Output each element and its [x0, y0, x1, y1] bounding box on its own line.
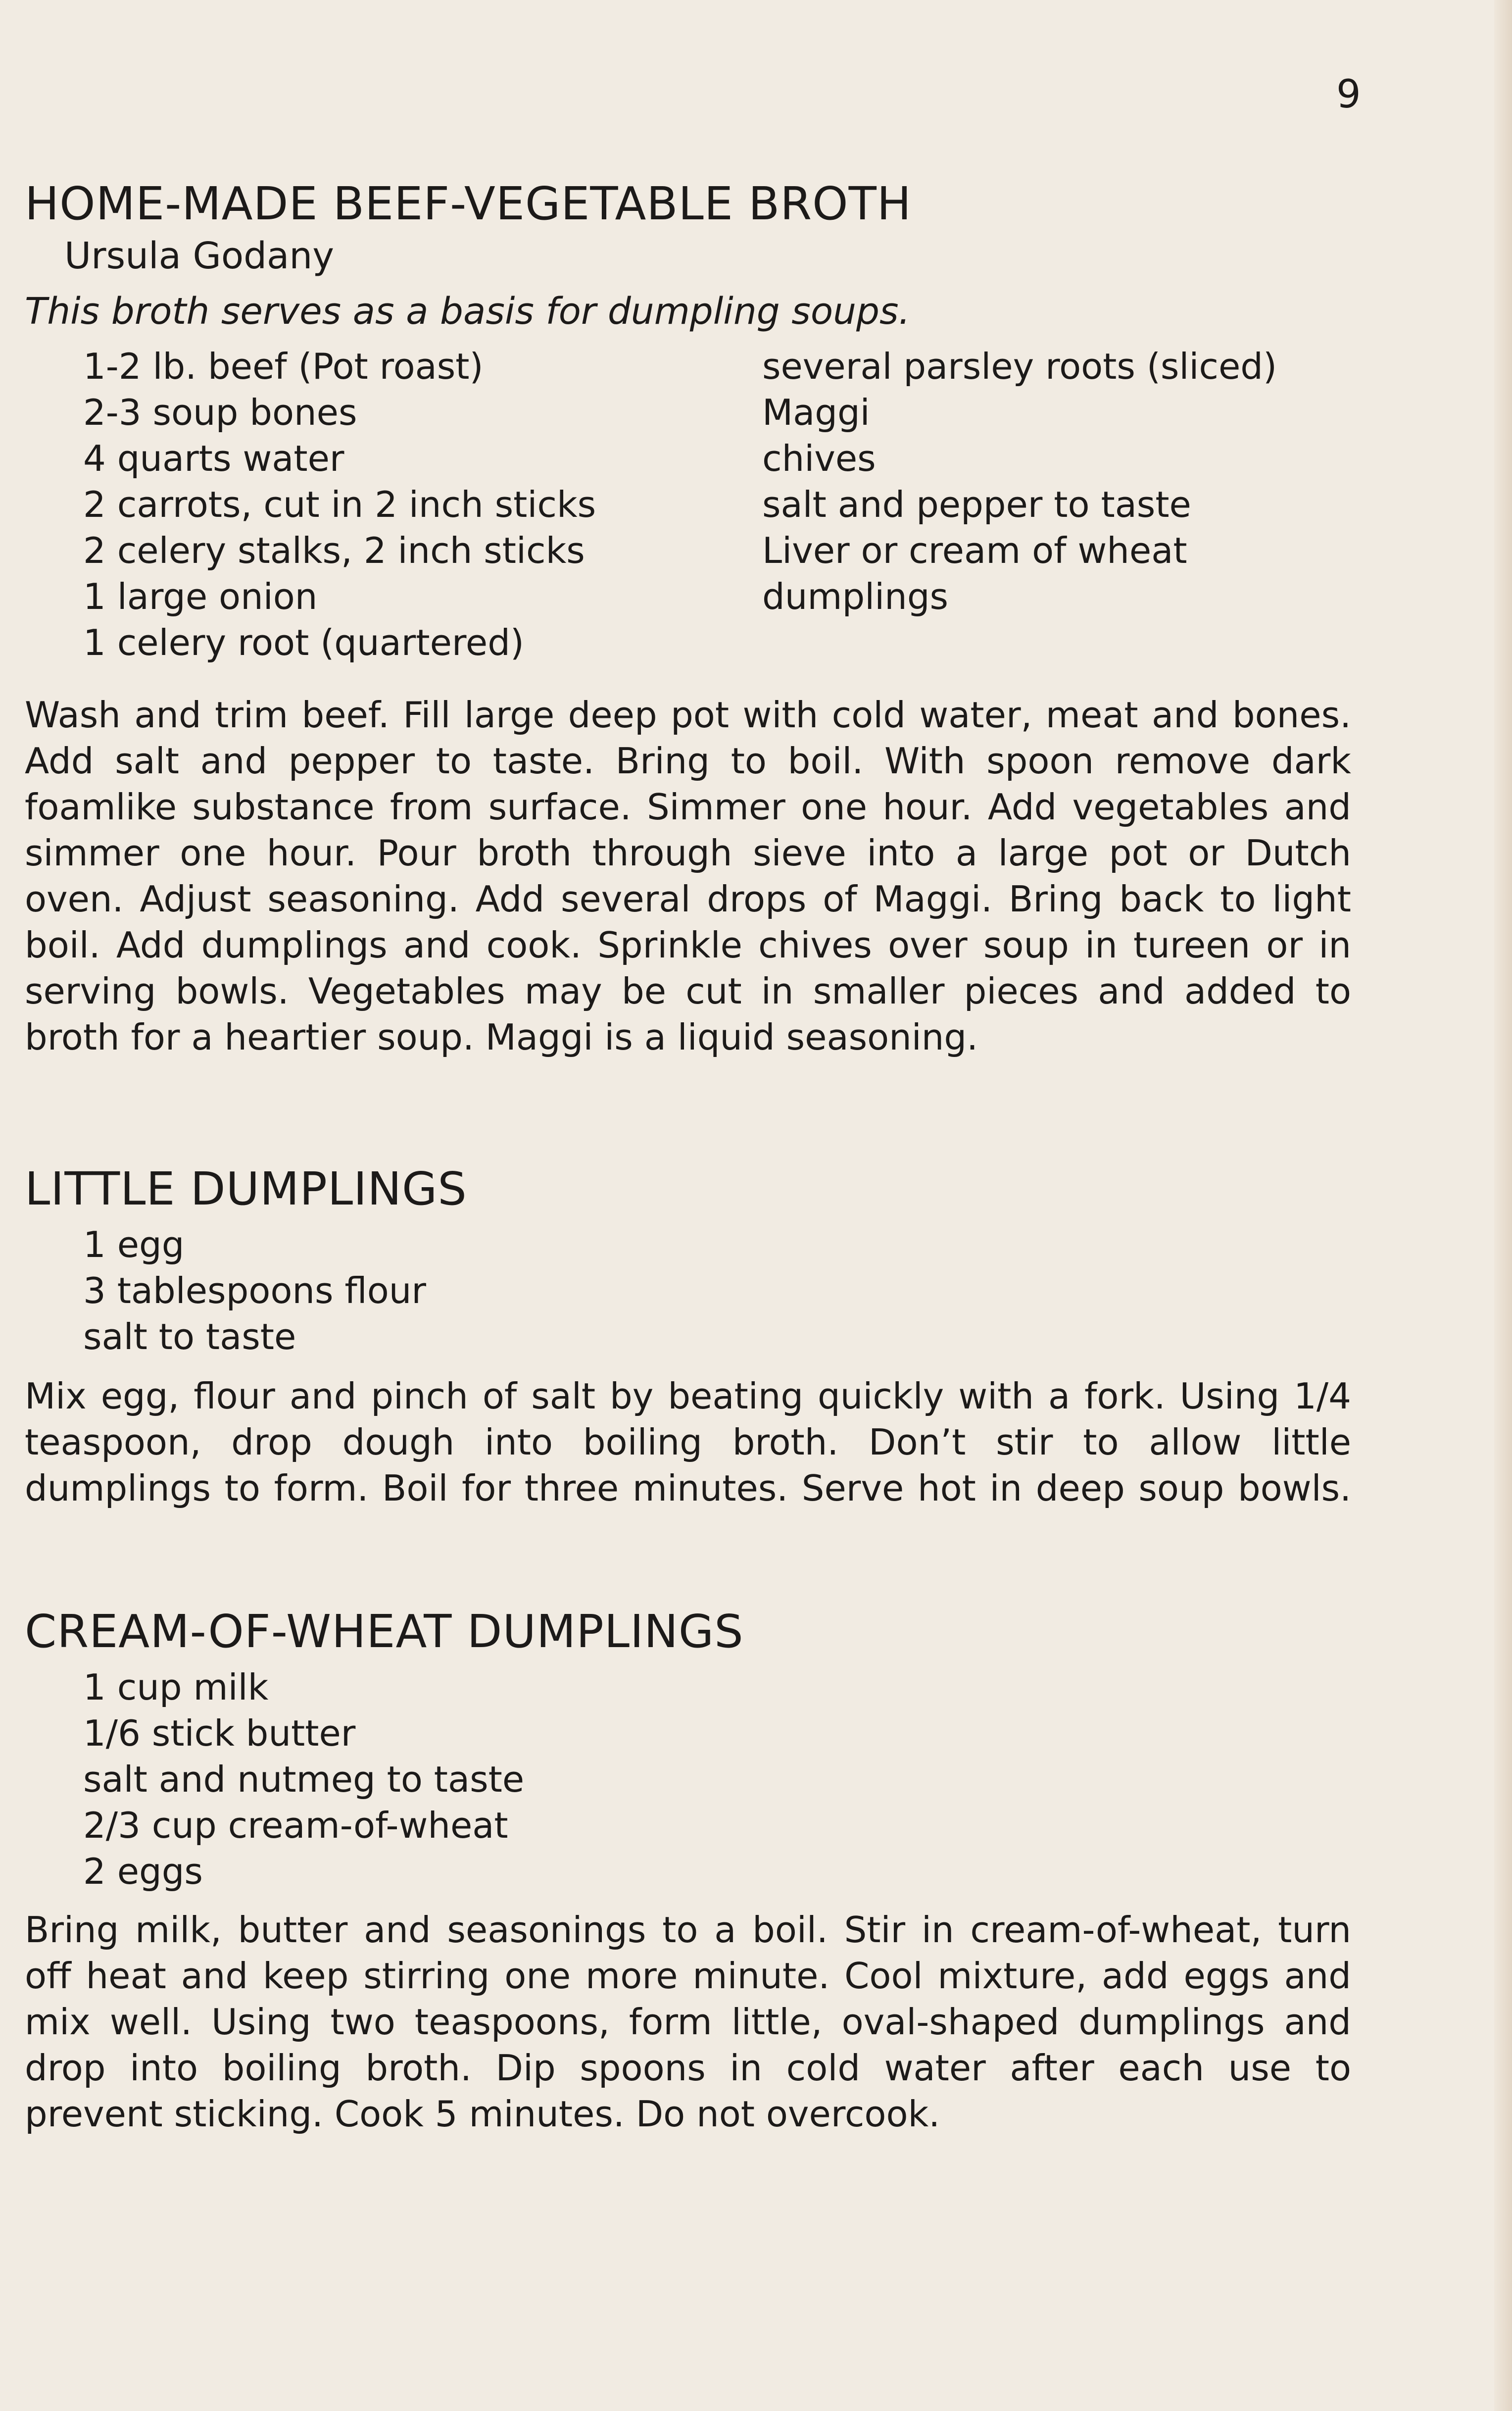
directions-line: Bring milk, butter and seasonings to a boil. Stir in cream-of-wheat, turn: [25, 1909, 1351, 1951]
ingredients-left-column: [83, 344, 596, 666]
ingredient-item: 4 quarts water: [83, 438, 344, 479]
ingredient-item: 2 eggs: [83, 1851, 203, 1892]
directions-line: Add salt and pepper to taste. Bring to boil. With spoon remove dark: [25, 740, 1351, 782]
directions-line: off heat and keep stirring one more minute. Cool mixture, add eggs and: [25, 1955, 1351, 1997]
ingredient-item: 1 large onion: [83, 576, 318, 617]
directions-line: boil. Add dumplings and cook. Sprinkle chives over soup in tureen or in: [25, 924, 1351, 966]
ingredient-item: chives: [762, 438, 876, 479]
directions-line: oven. Adjust seasoning. Add several drops of Maggi. Bring back to light: [25, 878, 1351, 920]
ingredients-list: [83, 1664, 524, 1895]
ingredient-item: 1 egg: [83, 1224, 185, 1265]
recipe-title-cream-of-wheat-dumplings: CREAM-OF-WHEAT DUMPLINGS: [25, 1605, 744, 1658]
directions-line: mix well. Using two teaspoons, form little, oval-shaped dumplings and: [25, 2001, 1351, 2043]
ingredient-item: 2-3 soup bones: [83, 392, 357, 433]
ingredients-right-column: [762, 344, 1277, 620]
recipe-directions: [25, 1373, 1351, 1511]
recipe-title-beef-broth: HOME-MADE BEEF-VEGETABLE BROTH: [25, 177, 912, 230]
ingredient-item: Maggi: [762, 392, 870, 433]
ingredient-item: 2 celery stalks, 2 inch sticks: [83, 530, 585, 571]
ingredient-item: 1 cup milk: [83, 1666, 269, 1708]
directions-line: broth for a heartier soup. Maggi is a liquid seasoning.: [25, 1016, 978, 1058]
recipe-page: [25, 0, 1351, 2411]
directions-line: simmer one hour. Pour broth through sieve into a large pot or Dutch: [25, 832, 1351, 874]
recipe-note: This broth serves as a basis for dumpling soups.: [25, 290, 911, 333]
directions-line: prevent sticking. Cook 5 minutes. Do not overcook.: [25, 2093, 940, 2135]
page-number: 9: [1336, 72, 1361, 117]
directions-line: Wash and trim beef. Fill large deep pot with cold water, meat and bones.: [25, 694, 1351, 736]
recipe-directions: [25, 692, 1351, 1060]
ingredient-item: 1 celery root (quartered): [83, 622, 524, 663]
ingredient-item: several parsley roots (sliced): [762, 346, 1277, 387]
directions-line: serving bowls. Vegetables may be cut in smaller pieces and added to: [25, 970, 1351, 1012]
directions-line: teaspoon, drop dough into boiling broth. Don’t stir to allow little: [25, 1421, 1351, 1463]
ingredient-item: 2 carrots, cut in 2 inch sticks: [83, 484, 596, 525]
ingredient-item: 2/3 cup cream-of-wheat: [83, 1805, 508, 1846]
ingredient-item: salt and nutmeg to taste: [83, 1758, 525, 1800]
ingredient-item: dumplings: [762, 576, 949, 617]
directions-line: Mix egg, flour and pinch of salt by beating quickly with a fork. Using 1/4: [25, 1375, 1351, 1417]
directions-line: foamlike substance from surface. Simmer one hour. Add vegetables and: [25, 786, 1351, 828]
directions-line: dumplings to form. Boil for three minutes. Serve hot in deep soup bowls.: [25, 1467, 1351, 1509]
ingredient-item: salt and pepper to taste: [762, 484, 1191, 525]
ingredients-list: [83, 1222, 426, 1360]
ingredient-item: 1/6 stick butter: [83, 1712, 356, 1754]
directions-line: drop into boiling broth. Dip spoons in cold water after each use to: [25, 2047, 1351, 2089]
recipe-directions: [25, 1907, 1351, 2137]
book-spine-shadow: [1494, 0, 1512, 2411]
ingredient-item: 1-2 lb. beef (Pot roast): [83, 346, 484, 387]
ingredient-item: Liver or cream of wheat: [762, 530, 1187, 571]
recipe-title-little-dumplings: LITTLE DUMPLINGS: [25, 1162, 467, 1215]
recipe-author: Ursula Godany: [64, 235, 335, 277]
ingredient-item: salt to taste: [83, 1316, 296, 1357]
ingredient-item: 3 tablespoons flour: [83, 1270, 427, 1311]
